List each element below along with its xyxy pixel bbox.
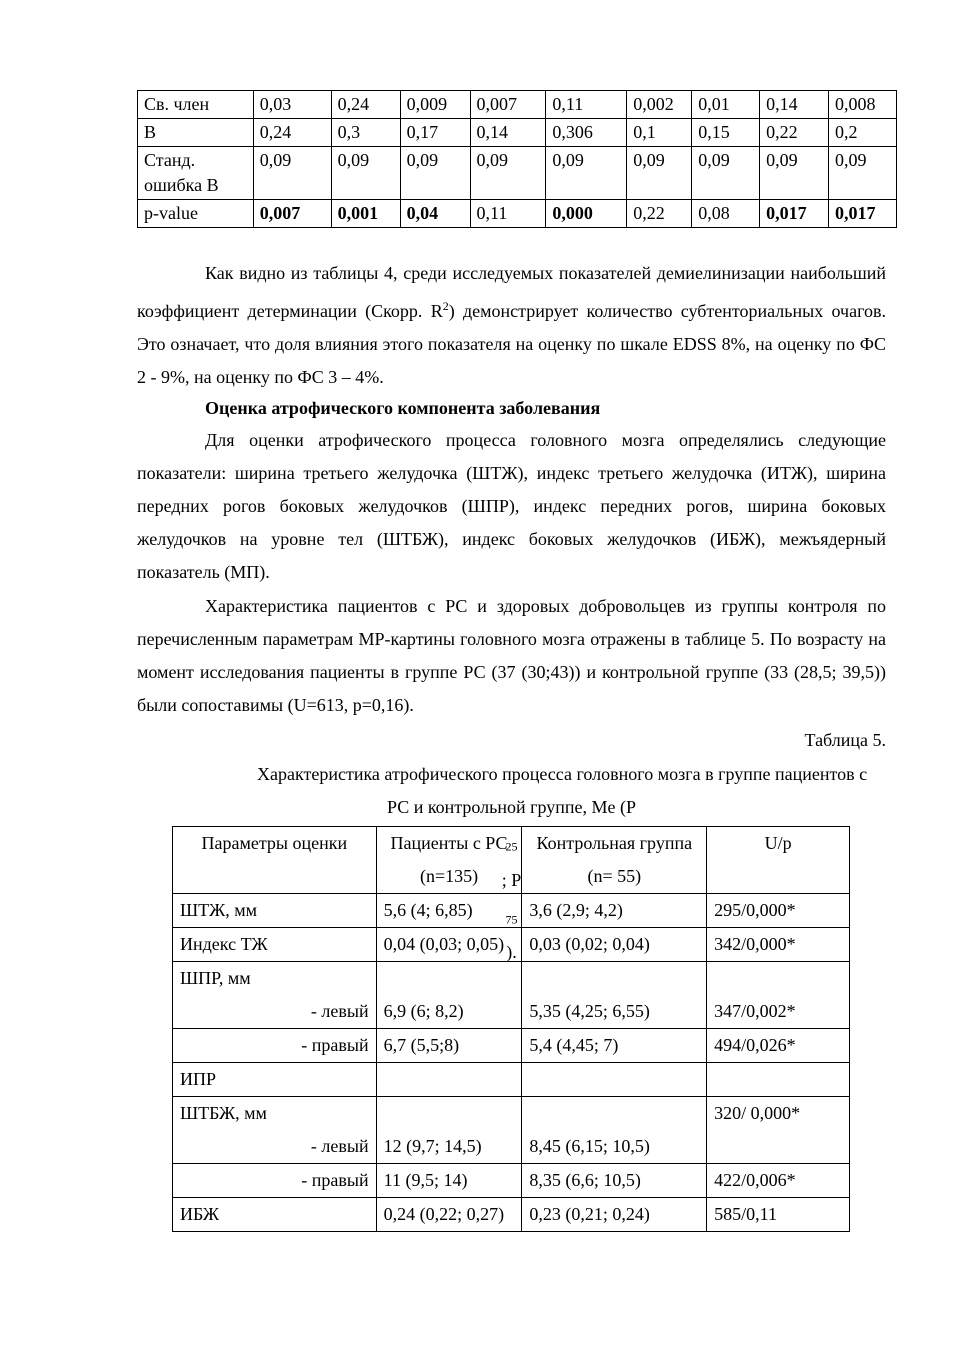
table-row [173, 928, 850, 962]
table-cell: 0,22 [760, 119, 829, 147]
cell-label: ШТЖ, мм [173, 894, 377, 928]
table-cell: 0,09 [627, 147, 692, 200]
cell-control [522, 1063, 707, 1097]
table-row [173, 1198, 850, 1232]
cell-up: 494/0,026* [707, 1029, 850, 1063]
cell-up: 585/0,11 [707, 1198, 850, 1232]
cell-control: 8,45 (6,15; 10,5) [522, 1097, 707, 1164]
table-cell: 0,11 [546, 91, 627, 119]
table-cell: 0,1 [627, 119, 692, 147]
table-5 [172, 826, 850, 1232]
table-cell: 0,017 [760, 200, 829, 228]
table-cell: 0,09 [253, 147, 331, 200]
table-cell: 0,24 [331, 91, 400, 119]
table-row [138, 91, 897, 119]
cell-control: 0,23 (0,21; 0,24) [522, 1198, 707, 1232]
table-cell: 0,24 [253, 119, 331, 147]
cell-patients [376, 1063, 522, 1097]
table-cell: 0,008 [829, 91, 897, 119]
table-cell: 0,007 [470, 91, 546, 119]
table-row [138, 147, 897, 200]
table-cell: 0,09 [470, 147, 546, 200]
header-patients: Пациенты с РС (n=135) [376, 827, 522, 894]
table-cell: 0,000 [546, 200, 627, 228]
table-cell: 0,09 [829, 147, 897, 200]
table-cell: 0,017 [829, 200, 897, 228]
cell-label: - правый [173, 1029, 377, 1063]
table-cell: 0,08 [692, 200, 760, 228]
table-4-body [138, 91, 897, 228]
table-cell: 0,2 [829, 119, 897, 147]
table-cell: 0,22 [627, 200, 692, 228]
table-cell: 0,09 [692, 147, 760, 200]
paragraph-atrophy-indices: Для оценки атрофического процесса головного мозга определялись следующие показатели: ширина третьего желудочка (ШТЖ), индекс третьего желудочка (ИТЖ), ширина передних рогов боковых желудочков (ШПР), индекс передних рогов, ширина боковых желудочков на уровне тел (ШТБЖ), индекс боковых желудочков (ИБЖ), межъядерный показатель (МП). [137, 430, 886, 582]
row-label: Станд. ошибка B [138, 147, 254, 200]
cell-control: 5,4 (4,45; 7) [522, 1029, 707, 1063]
caption-line-2: РС и контрольной группе, Me (P $_{25}$ ; P $_{75}$ ). [386, 797, 637, 963]
table-cell: 0,04 [400, 200, 470, 228]
table-4-continuation [137, 90, 897, 228]
header-param: Параметры оценки [173, 827, 377, 894]
table-row [138, 200, 897, 228]
cell-patients: 6,9 (6; 8,2) [376, 962, 522, 1029]
cell-control: 0,03 (0,02; 0,04) [522, 928, 707, 962]
cell-patients: 0,24 (0,22; 0,27) [376, 1198, 522, 1232]
table-cell: 0,17 [400, 119, 470, 147]
cell-label: ИБЖ [173, 1198, 377, 1232]
table-cell: 0,009 [400, 91, 470, 119]
table-cell: 0,09 [400, 147, 470, 200]
table-cell: 0,14 [760, 91, 829, 119]
table-row [173, 1063, 850, 1097]
table-cell: 0,09 [546, 147, 627, 200]
table-row [173, 1029, 850, 1063]
cell-patients: 11 (9,5; 14) [376, 1164, 522, 1198]
cell-label: - правый [173, 1164, 377, 1198]
row-label: p-value [138, 200, 254, 228]
header-up: U/p [707, 827, 850, 894]
paragraph-patients-characteristics: Характеристика пациентов с РС и здоровых добровольцев из группы контроля по перечисленным параметрам МР-картины головного мозга отражены в таблице 5. По возрасту на момент исследования пациенты в группе РС (37 (30;43)) и контрольной группе (33 (28,5; 39,5)) были сопоставимы (U=613, p=0,16). [137, 596, 886, 715]
row-label: B [138, 119, 254, 147]
table-5-label: Таблица 5. [804, 730, 886, 750]
table-row [173, 894, 850, 928]
caption-line-1: Характеристика атрофического процесса головного мозга в группе пациентов с [257, 764, 868, 784]
cell-label: ШПР, мм - левый [173, 962, 377, 1029]
cell-control: 8,35 (6,6; 10,5) [522, 1164, 707, 1198]
table-cell: 0,15 [692, 119, 760, 147]
paragraph-table4-summary: Как видно из таблицы 4, среди исследуемых показателей демиелинизации наибольший коэффициент детерминации (Скорр. $R^2$) демонстрирует количество субтенториальных очагов. Это означает, что доля влияния этого показателя на оценку по шкале EDSS 8%, на оценку по ФС 2 - 9%, на оценку по ФС 3 – 4%. [137, 263, 886, 387]
header-control: Контрольная группа (n= 55) [522, 827, 707, 894]
table-cell: 0,306 [546, 119, 627, 147]
cell-patients: 6,7 (5,5;8) [376, 1029, 522, 1063]
table-cell: 0,007 [253, 200, 331, 228]
table-cell: 0,01 [692, 91, 760, 119]
cell-up: 295/0,000* [707, 894, 850, 928]
cell-label: ИПР [173, 1063, 377, 1097]
table-cell: 0,03 [253, 91, 331, 119]
cell-patients: 0,04 (0,03; 0,05) [376, 928, 522, 962]
cell-label: Индекс ТЖ [173, 928, 377, 962]
table-cell: 0,002 [627, 91, 692, 119]
cell-control: 3,6 (2,9; 4,2) [522, 894, 707, 928]
section-heading: Оценка атрофического компонента заболевания [205, 398, 601, 418]
cell-up: 422/0,006* [707, 1164, 850, 1198]
cell-up: 342/0,000* [707, 928, 850, 962]
row-label: Св. член [138, 91, 254, 119]
table-5-header-row [173, 827, 850, 894]
table-row [173, 962, 850, 1029]
table-row [173, 1097, 850, 1164]
table-cell: 0,11 [470, 200, 546, 228]
table-cell: 0,09 [760, 147, 829, 200]
table-row [173, 1164, 850, 1198]
cell-label: ШТБЖ, мм - левый [173, 1097, 377, 1164]
cell-control: 5,35 (4,25; 6,55) [522, 962, 707, 1029]
cell-up: 347/0,002* [707, 962, 850, 1029]
cell-patients: 5,6 (4; 6,85) [376, 894, 522, 928]
table-cell: 0,09 [331, 147, 400, 200]
table-cell: 0,001 [331, 200, 400, 228]
cell-up [707, 1063, 850, 1097]
cell-up: 320/ 0,000* [707, 1097, 850, 1164]
cell-patients: 12 (9,7; 14,5) [376, 1097, 522, 1164]
table-cell: 0,14 [470, 119, 546, 147]
table-row [138, 119, 897, 147]
table-cell: 0,3 [331, 119, 400, 147]
